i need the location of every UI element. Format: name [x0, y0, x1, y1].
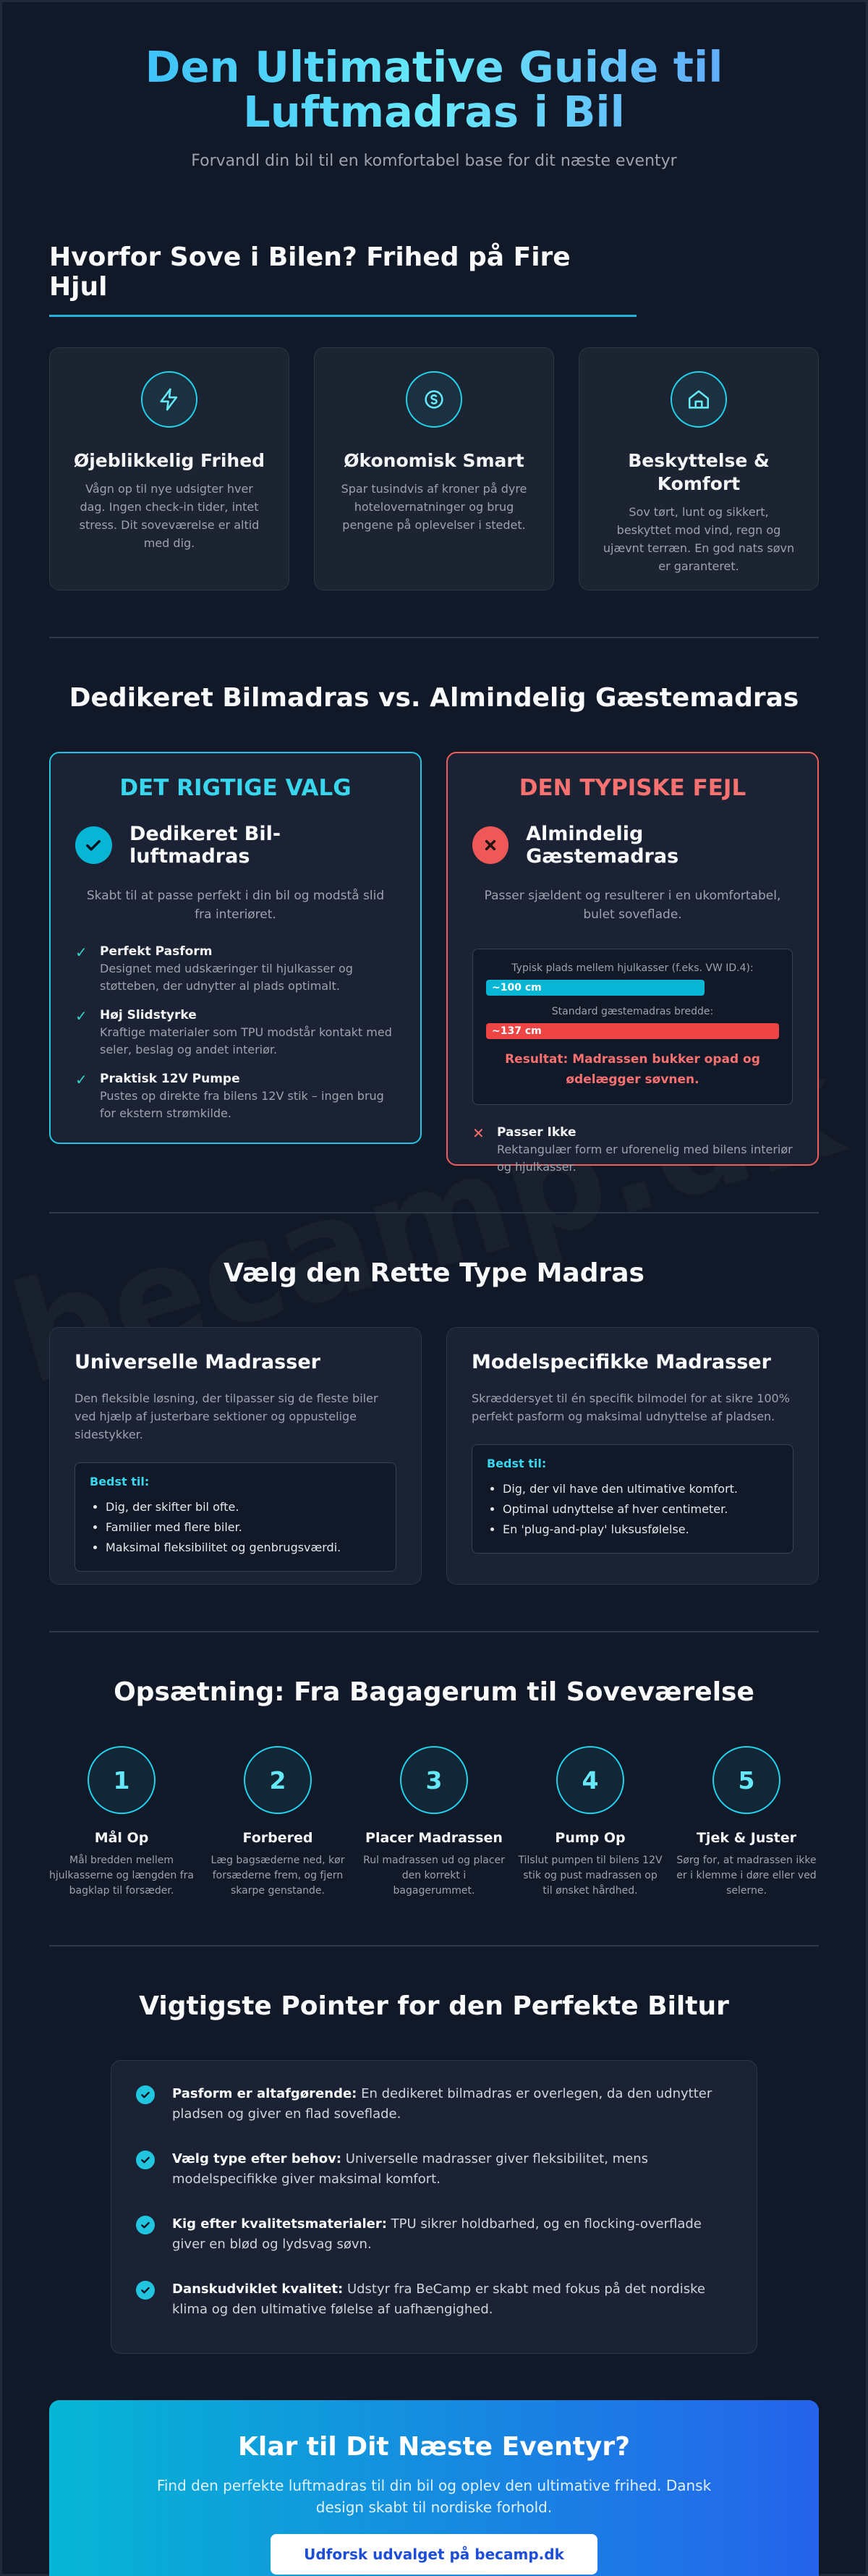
- key-point-bold: Pasform er altafgørende:: [172, 2086, 357, 2101]
- typical-mistake-label: DEN TYPISKE FEJL: [519, 775, 746, 801]
- typical-mistake-name: Almindelig Gæstemadras: [526, 823, 679, 868]
- right-choice-name: Dedikeret Bil-luftmadras: [129, 823, 281, 868]
- list-item: [75, 943, 396, 995]
- key-point: [136, 2214, 732, 2255]
- feature-text: Vågn op til nye udsigter hver dag. Ingen check-in tider, intet stress. Dit soveværelse er altid med dig.: [79, 482, 260, 550]
- x-icon: ✕: [472, 1124, 485, 1142]
- feature-cards: [49, 347, 819, 590]
- key-point: [136, 2279, 732, 2320]
- lightning-icon: [141, 371, 197, 428]
- measure-label: Typisk plads mellem hjulkasser (f.eks. VW ID.4):: [511, 962, 754, 974]
- list-item: [75, 1070, 396, 1122]
- step-text: Sørg for, at madrassen ikke er i klemme i døre eller ved selerne.: [676, 1855, 817, 1897]
- list-item: • Familier med flere biler.: [106, 1517, 381, 1538]
- home-icon: [671, 371, 727, 428]
- best-for-label: Bedst til:: [487, 1457, 547, 1470]
- type-cards: [49, 1327, 819, 1585]
- key-point-bold: Danskudviklet kvalitet:: [172, 2281, 344, 2297]
- feature-card-economy: [314, 347, 554, 590]
- key-point-text: Udstyr fra BeCamp er skabt med fokus på det nordiske klima og den ultimative følelse af uafhængighed.: [172, 2281, 705, 2317]
- section-divider: [49, 1945, 819, 1946]
- section-divider: [49, 637, 819, 638]
- setup-heading: Opsætning: Fra Bagagerum til Soveværelse: [114, 1677, 754, 1707]
- step-5: [674, 1746, 819, 1899]
- right-choice-list: [75, 943, 396, 1122]
- explore-button[interactable]: Udforsk udvalget på becamp.dk: [271, 2534, 597, 2575]
- check-icon: ✓: [75, 1071, 88, 1088]
- compare-heading: Dedikeret Bilmadras vs. Almindelig Gæstemadras: [69, 683, 799, 713]
- x-badge-icon: [472, 826, 509, 864]
- key-point: [136, 2084, 732, 2124]
- step-4: [518, 1746, 663, 1899]
- cta-heading: Klar til Dit Næste Eventyr?: [237, 2432, 631, 2462]
- type-text: Skræddersyet til én specifik bilmodel for at sikre 100% perfekt pasform og maksimal udnyttelse af pladsen.: [472, 1391, 790, 1423]
- feature-title: Økonomisk Smart: [344, 450, 524, 471]
- type-card-model-specific: [446, 1327, 819, 1585]
- list-item-text: Pustes op direkte fra bilens 12V stik – ingen brug for ekstern strømkilde.: [100, 1089, 384, 1120]
- list-item: • Optimal udnyttelse af hver centimeter.: [503, 1499, 778, 1520]
- check-circle-icon: [136, 2281, 155, 2300]
- feature-text: Spar tusindvis af kroner på dyre hotelovernatninger og brug pengene på oplevelser i stedet.: [341, 482, 527, 532]
- check-icon: ✓: [75, 1007, 88, 1025]
- list-item: [472, 1124, 793, 1176]
- wheel-well-width-bar: ~100 cm: [486, 980, 705, 996]
- step-number: 1: [88, 1746, 156, 1814]
- step-2: [205, 1746, 350, 1899]
- page-subtitle: Forvandl din bil til en komfortabel base for dit næste eventyr: [191, 152, 677, 170]
- step-title: Tjek & Juster: [696, 1830, 797, 1846]
- list-item: • En 'plug-and-play' luksusfølelse.: [503, 1520, 778, 1540]
- list-item-title: Perfekt Pasform: [100, 944, 213, 959]
- key-points: [111, 2060, 757, 2354]
- feature-card-freedom: [49, 347, 289, 590]
- list-item: [75, 1007, 396, 1059]
- key-point-text: En dedikeret bilmadras er overlegen, da den udnytter pladsen og giver en flad soveflade.: [172, 2086, 712, 2122]
- step-number: 3: [400, 1746, 468, 1814]
- right-choice-label: DET RIGTIGE VALG: [119, 775, 352, 801]
- step-3: [362, 1746, 506, 1899]
- typical-mistake-list: [472, 1124, 793, 1176]
- check-circle-icon: [136, 2085, 155, 2104]
- key-point: [136, 2149, 732, 2190]
- step-number: 4: [556, 1746, 624, 1814]
- check-circle-icon: [136, 2216, 155, 2234]
- feature-card-protection: [579, 347, 819, 590]
- check-icon: ✓: [75, 944, 88, 961]
- step-number: 2: [244, 1746, 312, 1814]
- points-heading: Vigtigste Pointer for den Perfekte Biltur: [139, 1991, 729, 2021]
- compare-cards: [49, 752, 819, 1174]
- type-text: Den fleksible løsning, der tilpasser sig de fleste biler ved hjælp af justerbare sektioner og oppustelige sidestykker.: [75, 1391, 378, 1441]
- check-badge-icon: [75, 826, 112, 864]
- section-divider: [49, 1212, 819, 1213]
- step-text: Mål bredden mellem hjulkasserne og længden fra bagklap til forsæder.: [49, 1855, 194, 1897]
- step-text: Tilslut pumpen til bilens 12V stik og pust madrassen op til ønsket hårdhed.: [518, 1855, 663, 1897]
- key-point-bold: Vælg type efter behov:: [172, 2151, 342, 2166]
- page-title: Den Ultimative Guide til Luftmadras i Bil: [109, 45, 760, 135]
- step-title: Mål Op: [94, 1830, 149, 1846]
- feature-title: Beskyttelse & Komfort: [628, 450, 770, 494]
- step-1: [49, 1746, 194, 1899]
- best-for-box: [472, 1444, 793, 1554]
- list-item-title: Passer Ikke: [497, 1125, 576, 1140]
- best-for-label: Bedst til:: [90, 1475, 150, 1488]
- setup-steps: [49, 1746, 819, 1899]
- why-heading: Hvorfor Sove i Bilen? Frihed på Fire Hjul: [49, 242, 637, 317]
- check-circle-icon: [136, 2151, 155, 2169]
- step-title: Forbered: [242, 1830, 313, 1846]
- type-card-universal: [49, 1327, 422, 1585]
- guest-mattress-width-bar: ~137 cm: [486, 1023, 779, 1039]
- hero: [49, 0, 819, 170]
- key-point-text: Universelle madrasser giver fleksibilitet, mens modelspecifikke giver maksimal komfort.: [172, 2151, 649, 2187]
- measure-label: Standard gæstemadras bredde:: [551, 1006, 714, 1017]
- list-item: • Dig, der vil have den ultimative komfort.: [503, 1479, 778, 1499]
- types-heading: Vælg den Rette Type Madras: [224, 1258, 644, 1288]
- typical-mistake-card: [446, 752, 819, 1174]
- cta-banner: [49, 2400, 819, 2576]
- feature-text: Sov tørt, lunt og sikkert, beskyttet mod vind, regn og ujævnt terræn. En god nats søvn er garanteret.: [603, 505, 795, 573]
- best-for-box: [75, 1462, 396, 1572]
- list-item-text: Designet med udskæringer til hjulkasser og støtteben, der udnytter al plads optimalt.: [100, 962, 353, 993]
- list-item: • Dig, der skifter bil ofte.: [106, 1497, 381, 1517]
- list-item-title: Praktisk 12V Pumpe: [100, 1072, 240, 1086]
- typical-mistake-desc: Passer sjældent og resulterer i en ukomfortabel, bulet soveflade.: [484, 889, 781, 922]
- list-item-title: Høj Slidstyrke: [100, 1008, 197, 1022]
- step-title: Pump Op: [555, 1830, 626, 1846]
- measure-result: Resultat: Madrassen bukker opad og ødelægger søvnen.: [505, 1052, 760, 1087]
- right-choice-card: [49, 752, 422, 1144]
- step-number: 5: [712, 1746, 780, 1814]
- type-title: Universelle Madrasser: [75, 1351, 320, 1373]
- coin-icon: [406, 371, 462, 428]
- feature-title: Øjeblikkelig Frihed: [73, 450, 265, 471]
- size-comparison: [472, 949, 793, 1105]
- key-point-text: TPU sikrer holdbarhed, og en flocking-overflade giver en blød og lydsvag søvn.: [172, 2216, 702, 2252]
- list-item-text: Rektangulær form er uforenelig med bilens interiør og hjulkasser.: [497, 1143, 793, 1174]
- cta-text: Find den perfekte luftmadras til din bil og oplev den ultimative frihed. Dansk design skabt til nordiske forhold.: [156, 2477, 712, 2516]
- step-title: Placer Madrassen: [365, 1830, 503, 1846]
- key-point-bold: Kig efter kvalitetsmaterialer:: [172, 2216, 387, 2232]
- right-choice-desc: Skabt til at passe perfekt i din bil og modstå slid fra interiøret.: [86, 889, 385, 922]
- step-text: Rul madrassen ud og placer den korrekt i bagagerummet.: [363, 1855, 505, 1897]
- list-item-text: Kraftige materialer som TPU modstår kontakt med seler, beslag og andet interiør.: [100, 1025, 392, 1056]
- type-title: Modelspecifikke Madrasser: [472, 1351, 771, 1373]
- list-item: • Maksimal fleksibilitet og genbrugsværdi.: [106, 1538, 381, 1558]
- section-divider: [49, 1631, 819, 1632]
- step-text: Læg bagsæderne ned, kør forsæderne frem, og fjern skarpe genstande.: [210, 1855, 345, 1897]
